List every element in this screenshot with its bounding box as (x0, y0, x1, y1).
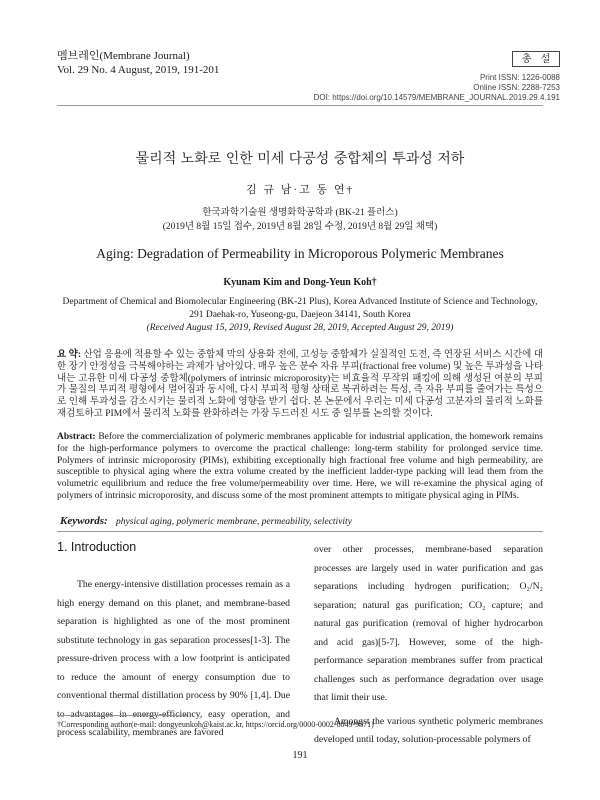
english-affiliation (40, 296, 560, 322)
affiliation-line-1: Department of Chemical and Biomolecular Engineering (BK-21 Plus), Korea Advanced Institute of Science and Technology, (62, 297, 538, 307)
korean-abstract-text: 산업 응용에 적용할 수 있는 중합체 막의 상용화 전에, 고성능 중합체가 실질적인 도전, 즉 연장된 서비스 시간에 대한 장기 안정성을 극복해야하는 과제가 남아있다. 매우 높은 분수 자유 부피(fractional free volume) 및 높은 투과성을 나타내는 고유한 미세 다공성 중합체(polymers of intrinsic microporosity)는 비효율적 무작위 패킹에 의해 생성된 여분의 부피가 물질의 부피적 평형에서 멀어짐과 동시에, 다시 부피적 평형 상태로 복귀하려는 특성, 즉 자유 부피를 줄여가는 특성으로 인해 투과성을 감소시키는 물리적 노화에 영향을 받기 쉽다. 본 논문에서 우리는 미세 다공성 고분자의 물리적 노화를 재검토하고 PIM에서 물리적 노화를 완화하려는 가장 두드러진 시도 중 일부를 논의할 것이다. (57, 350, 543, 419)
intro-paragraph-1: The energy-intensive distillation processes remain as a high energy demand on this planet, and membrane-based separation is highlighted as one of the most prominent substitute technology in gas separation processes[1-3]. The pressure-driven process with a low footprint is anticipated to reduce the amount of energy consumption due to conventional thermal distillation process by 90% [1,4]. Due to advantages in energy-efficiency, easy operation, and process scalability, membranes are favored (57, 579, 290, 738)
korean-abstract-label: 요 약: (57, 350, 81, 360)
korean-dates: (2019년 8월 15일 접수, 2019년 8월 28일 수정, 2019년 8월 29일 채택) (162, 222, 438, 232)
right-column (314, 541, 543, 750)
doi-link[interactable]: DOI: https://doi.org/10.14579/MEMBRANE_JOURNAL.2019.29.4.191 (313, 93, 560, 102)
issn-block (314, 73, 560, 103)
header-divider (57, 105, 543, 106)
korean-authors: 김 규 남·고 동 연† (246, 184, 354, 196)
footnote-divider (57, 715, 187, 716)
english-abstract-text: Before the commercialization of polymeric membranes applicable for industrial application, the homework remains for the high-performance polymers to overcome the practical challenge: long-term stability for prolonged service time. Polymers of intrinsic microporosity (PIMs), exhibiting exceptionally high fractional free volume and high permeability, are susceptible to physical aging where the extra volume created by the inefficient ladder-type packing will lead them from the volumetric equilibrium and reduce the free volume/permeability over time. Here, we will re-examine the physical aging of polymers of intrinsic microporosity, and discuss some of the most prominent attempts to mitigate physical aging in PIMs. (57, 432, 544, 501)
korean-abstract (57, 350, 543, 421)
intro-paragraph-2: Amongst the various synthetic polymeric membranes developed until today, solution-processable polymers of (314, 715, 543, 745)
online-issn: Online ISSN: 2288-7253 (473, 83, 560, 92)
intro-paragraph-1-cont: over other processes, membrane-based separation processes are largely used in water purification and gas separations including hydrogen purification; O₂/N₂ separation; natural gas purification; CO₂ capture; and natural gas purification (removal of higher hydrocarbon and acid gas)[5-7]. However, some of the high-performance separation membranes suffer from practical challenges such as performance degradation over usage that limit their use. (314, 544, 543, 703)
journal-name: 멤브레인(Membrane Journal) (57, 50, 190, 62)
volume-info: Vol. 29 No. 4 August, 2019, 191-201 (57, 64, 220, 76)
keywords-text: physical aging, polymeric membrane, permeability, selectivity (116, 517, 352, 527)
english-dates: (Received August 15, 2019, Revised August 28, 2019, Accepted August 29, 2019) (146, 323, 454, 333)
korean-title: 물리적 노화로 인한 미세 다공성 중합체의 투과성 저하 (135, 151, 465, 167)
korean-affiliation-block (40, 206, 560, 234)
left-column (57, 576, 290, 743)
keywords-divider (57, 531, 543, 532)
english-authors: Kyunam Kim and Dong-Yeun Koh† (223, 277, 377, 288)
english-title: Aging: Degradation of Permeability in Microporous Polymeric Membranes (96, 246, 504, 261)
keywords (60, 515, 352, 527)
print-issn: Print ISSN: 1226-0088 (479, 73, 560, 82)
korean-affiliation: 한국과학기술원 생명화학공학과 (BK-21 플러스) (202, 208, 398, 218)
english-abstract (57, 432, 543, 503)
journal-header (57, 49, 219, 77)
article-type-badge: 총 설 (512, 51, 560, 67)
affiliation-line-2: 291 Daehak-ro, Yuseong-gu, Daejeon 34141, South Korea (189, 310, 411, 320)
keywords-label: Keywords: (60, 515, 108, 527)
english-abstract-label: Abstract: (57, 432, 96, 442)
corresponding-author-footnote: †Corresponding author(e-mail: dongyeunkoh@kaist.ac.kr, https://orcid.org/0000-0002-6049-9371) (57, 720, 374, 729)
page-number: 191 (292, 750, 308, 761)
section-title: 1. Introduction (57, 540, 137, 554)
